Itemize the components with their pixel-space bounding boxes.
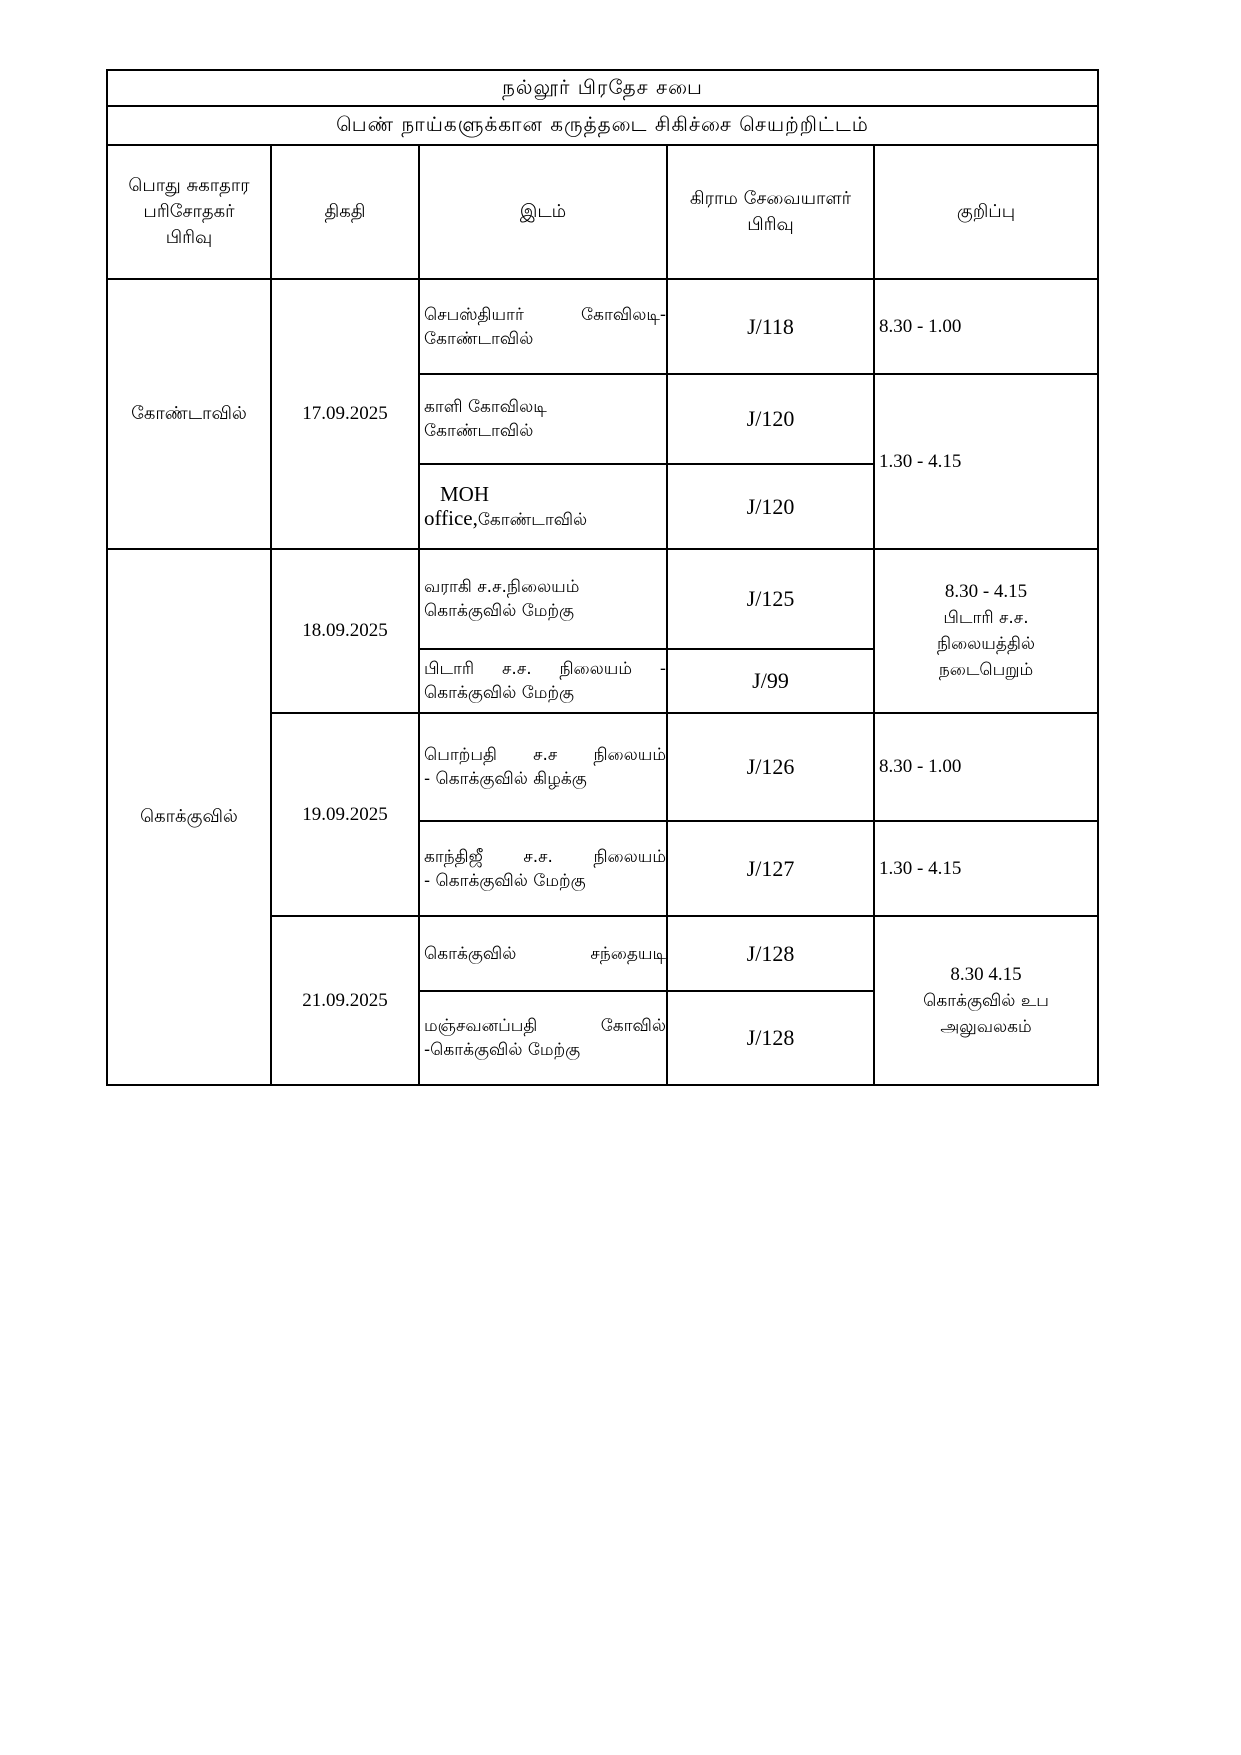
note-cell [874, 549, 1098, 713]
header-phi-division [107, 145, 271, 279]
header-note: குறிப்பு [874, 145, 1098, 279]
note-line1: பிடாரி ச.ச. [943, 608, 1029, 628]
place-line1: வராகி ச.ச.நிலையம் [424, 577, 580, 597]
place-cell [419, 713, 667, 821]
place-cell [419, 649, 667, 713]
date-3: 19.09.2025 [271, 713, 419, 916]
date-1: 17.09.2025 [271, 279, 419, 549]
note-cell: 1.30 - 4.15 [874, 374, 1098, 549]
place-cell [419, 549, 667, 649]
place-line1: MOH [440, 481, 490, 506]
gn-division-cell: J/128 [667, 991, 874, 1085]
place-line2: கோண்டாவில் [424, 421, 534, 441]
note-time: 8.30 - 4.15 [944, 581, 1028, 602]
place-line1: காந்திஜீ ச.ச. நிலையம் [424, 846, 666, 867]
place-line2: கொக்குவில் மேற்கு [424, 683, 575, 703]
division-kondavil: கோண்டாவில் [107, 279, 271, 549]
note-time: 8.30 4.15 [950, 963, 1022, 985]
note-line2: நிலையத்தில் [937, 634, 1035, 654]
header-gn-line2: பிரிவு [747, 214, 794, 235]
note-cell: 1.30 - 4.15 [874, 821, 1098, 916]
note-line3: நடைபெறும் [938, 660, 1034, 680]
place-cell [419, 916, 667, 991]
schedule-table [106, 69, 1099, 1086]
note-cell [874, 916, 1098, 1085]
document-subtitle: பெண் நாய்களுக்கான கருத்தடை சிகிச்சை செயற்றிட்டம் [107, 106, 1098, 145]
header-gn-line1: கிராம சேவையாளர் [689, 188, 852, 209]
place-cell [419, 464, 667, 549]
place-cell [419, 279, 667, 374]
place-line2: - கொக்குவில் மேற்கு [424, 870, 586, 891]
place-line1: காளி கோவிலடி [424, 397, 547, 417]
note-line2: அலுவலகம் [940, 1016, 1032, 1037]
gn-division-cell: J/120 [667, 464, 874, 549]
place-line1: கொக்குவில் சந்தையடி [424, 943, 666, 964]
place-line2 [424, 506, 666, 532]
header-place: இடம் [419, 145, 667, 279]
place-line1: பொற்பதி ச.ச நிலையம் [424, 745, 666, 765]
place-line2: கோண்டாவில் [424, 328, 534, 349]
place-line2: -கொக்குவில் மேற்கு [424, 1040, 581, 1060]
place-cell [419, 991, 667, 1085]
place-cell [419, 374, 667, 464]
header-phi-line1: பொது சுகாதார [128, 175, 250, 196]
gn-division-cell: J/118 [667, 279, 874, 374]
note-cell: 8.30 - 1.00 [874, 279, 1098, 374]
gn-division-cell: J/127 [667, 821, 874, 916]
gn-division-cell: J/99 [667, 649, 874, 713]
header-phi-line3: பிரிவு [165, 227, 213, 248]
date-4: 21.09.2025 [271, 916, 419, 1085]
header-gn-division [667, 145, 874, 279]
place-line2: கொக்குவில் மேற்கு [424, 601, 575, 621]
date-2: 18.09.2025 [271, 549, 419, 713]
place-line2-en: office, [424, 505, 478, 530]
header-date: திகதி [271, 145, 419, 279]
gn-division-cell: J/120 [667, 374, 874, 464]
place-line1: செபஸ்தியார் கோவிலடி- [424, 304, 666, 325]
note-line1: கொக்குவில் உப [923, 990, 1049, 1011]
gn-division-cell: J/125 [667, 549, 874, 649]
place-line1: பிடாரி ச.ச. நிலையம் - [424, 659, 666, 679]
division-kokkuvil: கொக்குவில் [107, 549, 271, 1085]
place-line2-ta: கோண்டாவில் [477, 509, 588, 530]
place-cell [419, 821, 667, 916]
gn-division-cell: J/126 [667, 713, 874, 821]
gn-division-cell: J/128 [667, 916, 874, 991]
note-cell: 8.30 - 1.00 [874, 713, 1098, 821]
place-line2: - கொக்குவில் கிழக்கு [424, 769, 587, 789]
place-line1: மஞ்சவனப்பதி கோவில் [424, 1016, 666, 1036]
header-phi-line2: பரிசோதகர் [143, 201, 235, 222]
document-title: நல்லூர் பிரதேச சபை [107, 70, 1098, 106]
